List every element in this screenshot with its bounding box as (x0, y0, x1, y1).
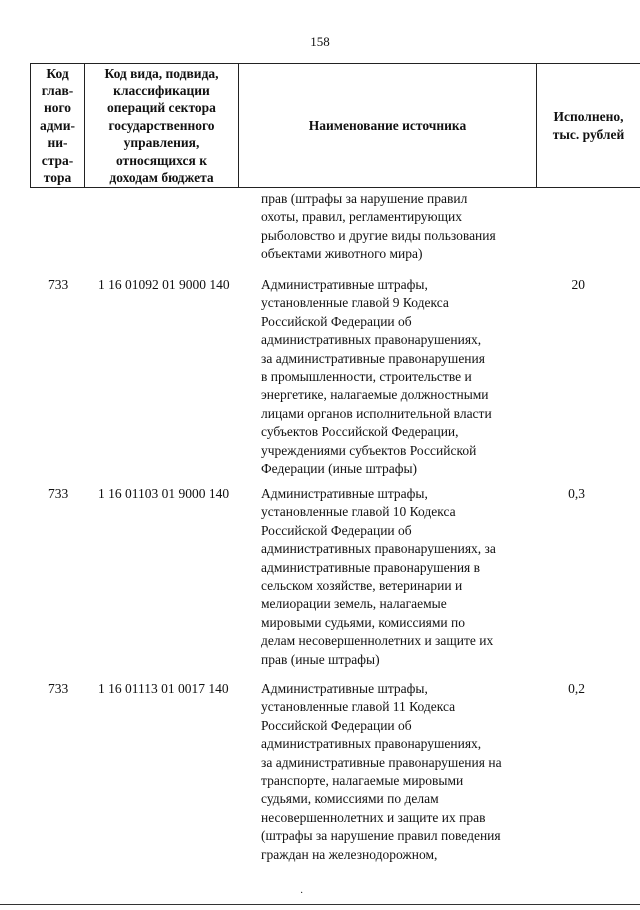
row-3-admin-code: 733 (48, 681, 69, 696)
row-3-source-name: Административные штрафы, установленные главой 11 Кодекса Российской Федерации об административных правонарушениях, за административные правонарушения на транспорте, налагаемые мировыми судьями, комиссиями по делам несовершеннолетних и защите их прав (штрафы за нарушение правил поведения граждан на железнодорожном, (261, 681, 502, 862)
row-3-classification-code: 1 16 01113 01 0017 140 (98, 681, 229, 696)
page-number: 158 (310, 34, 330, 49)
row-1-executed-amount: 20 (571, 277, 585, 292)
row-3-executed-amount: 0,2 (568, 681, 585, 696)
row-2-executed-amount: 0,3 (568, 486, 585, 501)
row-1-source-name: Административные штрафы, установленные главой 9 Кодекса Российской Федерации об административных правонарушениях, за административные правонарушения в промышленности, строительстве и энергетике, налагаемые должностными лицами органов исполнительной власти субъектов Российской Федерации, учреждениями субъектов Российской Федерации (иные штрафы) (261, 277, 492, 477)
header-source-name: Наименование источника (239, 64, 537, 188)
row-2-source-name: Административные штрафы, установленные главой 10 Кодекса Российской Федерации об административных правонарушениях, за административные правонарушения в сельском хозяйстве, ветеринарии и мелиорации земель, налагаемые мировыми судьями, комиссиями по делам несовершеннолетних и защите их прав (иные штрафы) (261, 486, 496, 667)
continuation-source-name: прав (штрафы за нарушение правил охоты, правил, регламентирующих рыболовство и другие виды пользования объектами животного мира) (261, 191, 496, 262)
row-2-classification-code: 1 16 01103 01 9000 140 (98, 486, 230, 501)
header-classification-code: Код вида, подвида, классификации операций сектора государственного управления, относящихся к доходам бюджета (85, 64, 239, 188)
scan-speck: · (300, 888, 304, 899)
row-1-classification-code: 1 16 01092 01 9000 140 (98, 277, 230, 292)
header-executed-amount: Исполнено, тыс. рублей (537, 64, 640, 188)
header-admin-code: Код глав- ного адми- ни- стра- тора (31, 64, 85, 188)
page-bottom-rule (0, 904, 640, 905)
row-2-admin-code: 733 (48, 486, 69, 501)
row-1-admin-code: 733 (48, 277, 69, 292)
table-header (30, 63, 640, 188)
